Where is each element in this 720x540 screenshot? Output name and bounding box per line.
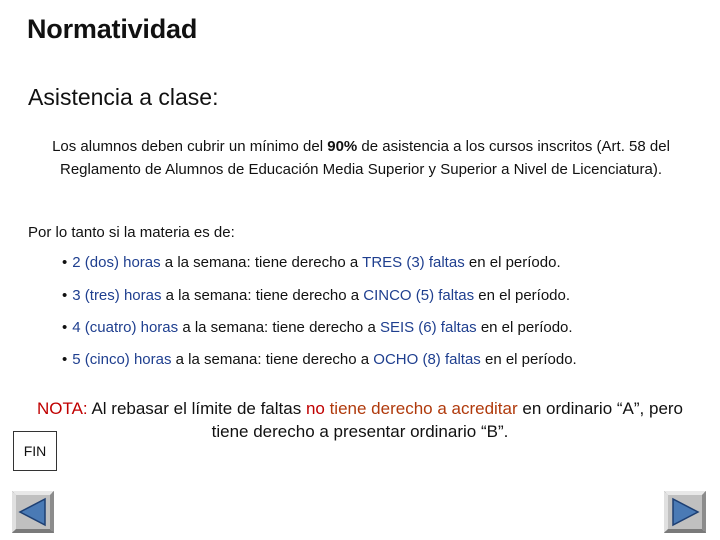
rule-item <box>62 254 561 271</box>
rule-item <box>62 319 573 336</box>
rule-end: en el período. <box>474 287 571 304</box>
section-heading: Asistencia a clase: <box>28 84 219 110</box>
rule-hours: 4 (cuatro) horas <box>72 319 179 336</box>
rule-text: a la semana: tiene derecho a <box>171 351 374 368</box>
rule-absences: TRES (3) faltas <box>362 254 465 271</box>
bullet-icon: • <box>62 351 68 368</box>
fin-label: FIN <box>23 443 47 459</box>
note-paragraph <box>28 397 692 443</box>
intro-percent: 90% <box>327 138 358 155</box>
rule-item <box>62 287 570 304</box>
previous-slide-button[interactable] <box>12 491 54 533</box>
note-text-2: en ordinario “A”, pero tiene derecho a presentar ordinario “B”. <box>211 399 684 441</box>
intro-text-before: Los alumnos deben cubrir un mínimo del <box>52 138 328 155</box>
rule-text: a la semana: tiene derecho a <box>160 254 363 271</box>
rule-end: en el período. <box>480 351 577 368</box>
rule-absences: SEIS (6) faltas <box>379 319 477 336</box>
lead-text: Por lo tanto si la materia es de: <box>28 224 235 241</box>
note-text-1: Al rebasar el límite de faltas <box>87 399 306 418</box>
triangle-right-icon <box>664 491 706 533</box>
rule-end: en el período. <box>476 319 573 336</box>
rule-hours: 5 (cinco) horas <box>72 351 172 368</box>
note-highlight: tiene derecho a acreditar <box>324 399 518 418</box>
rule-hours: 3 (tres) horas <box>72 287 162 304</box>
bullet-icon: • <box>62 319 68 336</box>
triangle-left-icon <box>12 491 54 533</box>
intro-text-after: de asistencia a los cursos inscritos (Art. 58 del Reglamento de Alumnos de Educación Media Superior y Superior a Nivel de Licenciatura). <box>60 138 670 178</box>
rule-end: en el período. <box>464 254 561 271</box>
note-label: NOTA: <box>36 399 88 418</box>
next-slide-button[interactable] <box>664 491 706 533</box>
rule-text: a la semana: tiene derecho a <box>161 287 364 304</box>
rule-item <box>62 351 577 368</box>
bullet-icon: • <box>62 287 68 304</box>
rule-absences: CINCO (5) faltas <box>363 287 475 304</box>
rule-absences: OCHO (8) faltas <box>373 351 481 368</box>
rule-text: a la semana: tiene derecho a <box>178 319 380 336</box>
intro-paragraph <box>30 135 692 181</box>
page-title: Normatividad <box>27 14 198 44</box>
note-no: no <box>305 399 325 418</box>
rule-hours: 2 (dos) horas <box>72 254 161 271</box>
fin-button[interactable] <box>13 431 57 471</box>
bullet-icon: • <box>62 254 68 271</box>
